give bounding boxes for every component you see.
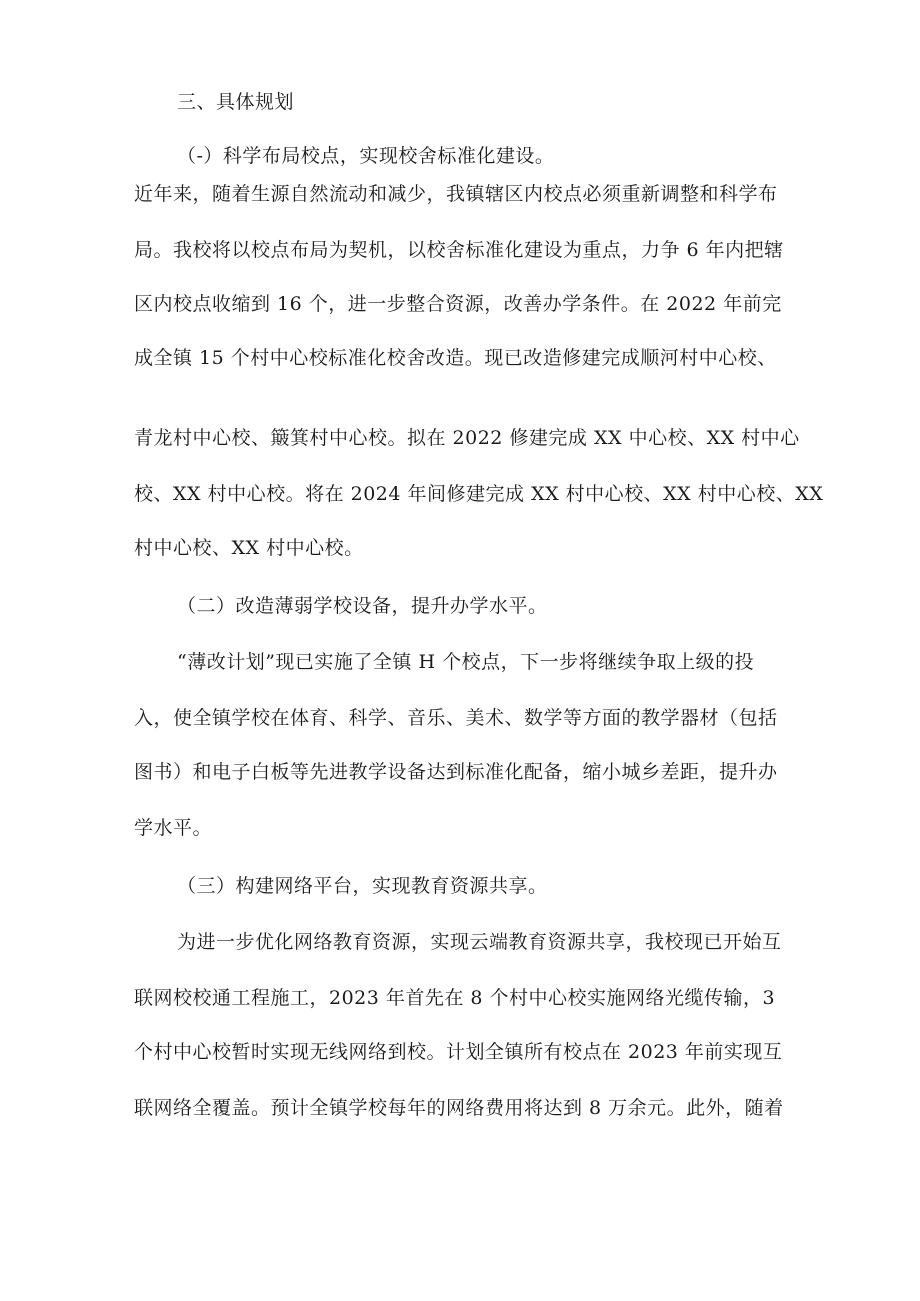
paragraph-line: “薄改计划”现已实施了全镇 H 个校点，下一步将继续争取上级的投 [177,651,755,673]
paragraph-line: 图书）和电子白板等先进教学设备达到标准化配备，缩小城乡差距，提升办 [134,761,778,783]
paragraph-line: 局。我校将以校点布局为契机，以校舍标准化建设为重点，力争 6 年内把辖 [134,239,784,261]
paragraph-line: 青龙村中心校、簸箕村中心校。拟在 2022 修建完成 XX 中心校、XX 村中心 [134,427,800,449]
paragraph-line: 校、XX 村中心校。将在 2024 年间修建完成 XX 村中心校、XX 村中心校、XX [134,483,824,505]
paragraph-line: 为进一步优化网络教育资源，实现云端教育资源共享，我校现已开始互 [177,931,782,953]
paragraph-line: 区内校点收缩到 16 个，进一步整合资源，改善办学条件。在 2022 年前完 [134,293,782,315]
subsection-heading: （二）改造薄弱学校设备，提升办学水平。 [177,595,548,617]
paragraph-line: 个村中心校暂时实现无线网络到校。计划全镇所有校点在 2023 年前实现互 [134,1041,783,1063]
subsection-heading: （三）构建网络平台，实现教育资源共享。 [177,875,548,897]
paragraph-line: 村中心校、XX 村中心校。 [134,537,364,559]
subsection-heading: （-）科学布局校点，实现校舍标准化建设。 [177,145,555,167]
paragraph-line: 学水平。 [134,817,213,839]
paragraph-line: 联网络全覆盖。预计全镇学校每年的网络费用将达到 8 万余元。此外，随着 [134,1097,784,1119]
paragraph-line: 成全镇 15 个村中心校标准化校舍改造。现已改造修建完成顺河村中心校、 [134,347,777,369]
section-heading: 三、具体规划 [177,91,295,113]
paragraph-line: 近年来，随着生源自然流动和减少，我镇辖区内校点必须重新调整和科学布 [134,183,778,205]
paragraph-line: 入，使全镇学校在体育、科学、音乐、美术、数学等方面的教学器材（包括 [134,707,778,729]
paragraph-line: 联网校校通工程施工，2023 年首先在 8 个村中心校实施网络光缆传输，3 [134,987,776,1009]
